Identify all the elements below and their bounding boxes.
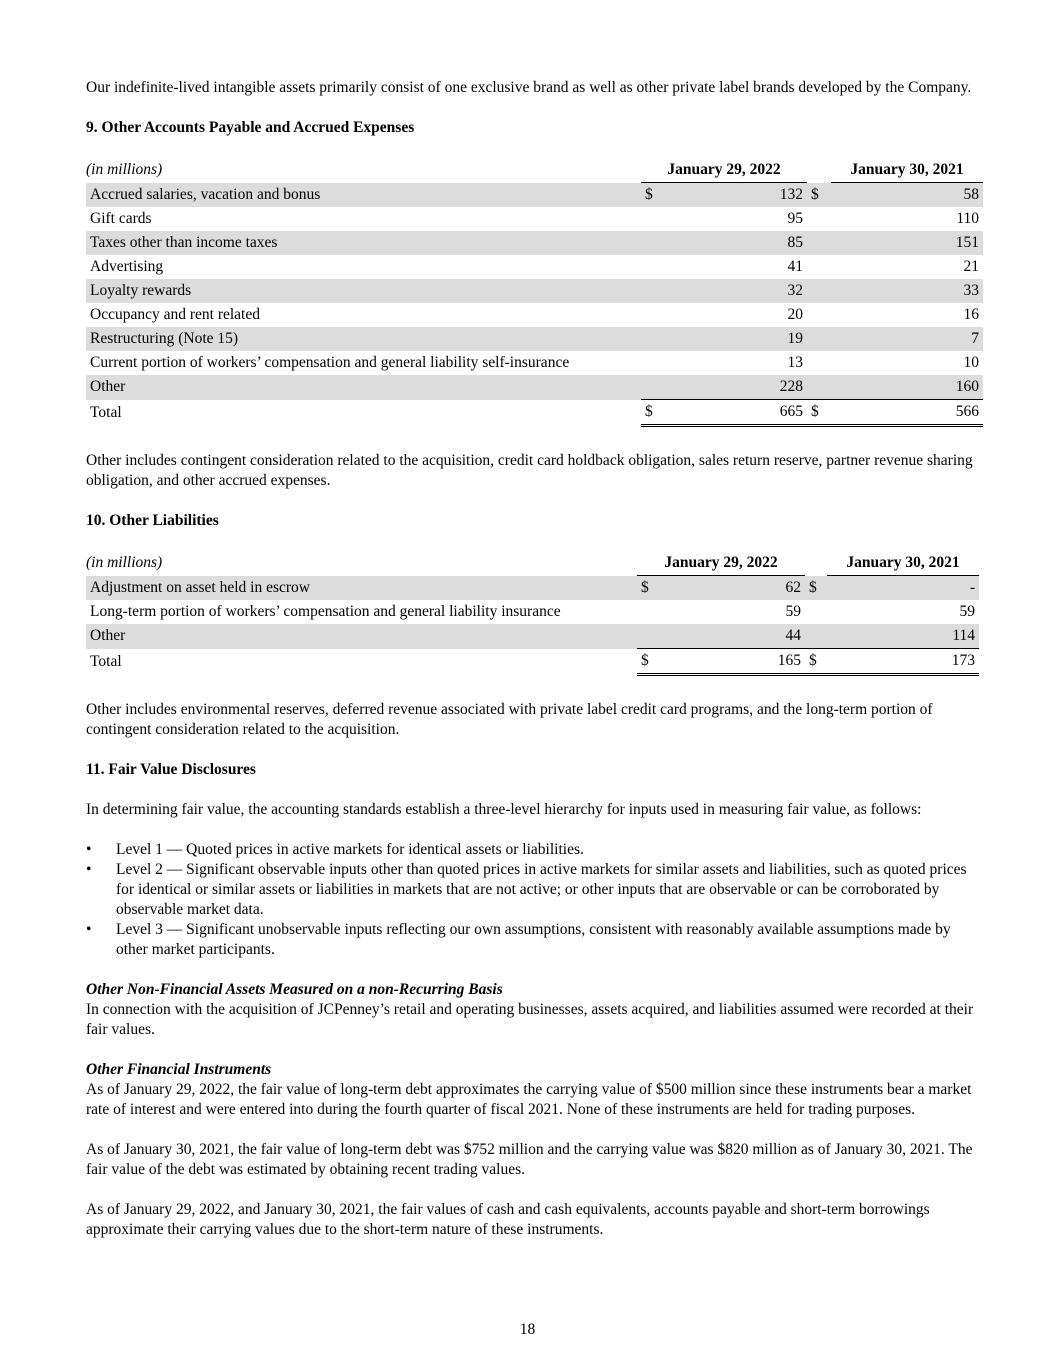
value-2021: - — [827, 576, 979, 601]
value-2021: 33 — [831, 279, 983, 303]
currency-symbol — [641, 375, 661, 400]
list-item: • Level 1 — Quoted prices in active markets for identical assets or liabilities. — [86, 841, 584, 858]
section-11-heading: 11. Fair Value Disclosures — [86, 761, 256, 778]
fair-value-intro: In determining fair value, the accounting standards establish a three-level hierarchy for inputs used in measuring fair value, as follows: — [86, 801, 922, 818]
row-label: Total — [90, 652, 122, 670]
currency-symbol — [641, 207, 661, 231]
value-2022: 95 — [787, 210, 803, 227]
section-9-heading: 9. Other Accounts Payable and Accrued Expenses — [86, 119, 415, 136]
currency-symbol — [637, 600, 657, 624]
table-header-row — [86, 551, 979, 576]
table-row — [86, 183, 983, 208]
section-10-note: Other includes environmental reserves, deferred revenue associated with private label credit card programs, and the long-term portion of contingent consideration related to the acquisition. — [86, 701, 933, 738]
value-2022: 665 — [661, 400, 807, 426]
total-row — [86, 649, 979, 675]
value-2021: 21 — [963, 258, 979, 275]
intangible-assets-paragraph: Our indefinite-lived intangible assets primarily consist of one exclusive brand as well as other private label brands developed by the Company. — [86, 79, 972, 96]
column-header-2022: January 29, 2022 — [641, 158, 807, 183]
currency-symbol — [807, 207, 831, 231]
row-label: Loyalty rewards — [86, 279, 641, 303]
financial-instruments-text-2: As of January 30, 2021, the fair value of long-term debt was $752 million and the carrying value was $820 million as of January 30, 2021. The fair value of the debt was estimated by obtaining recent trading values. — [86, 1141, 973, 1178]
column-header-2022: January 29, 2022 — [637, 551, 805, 576]
currency-symbol — [807, 231, 831, 255]
units-label: (in millions) — [86, 161, 163, 179]
currency-symbol — [641, 327, 661, 351]
value-2022: 20 — [787, 306, 803, 323]
currency-symbol: $ — [641, 183, 661, 208]
value-2022: 59 — [785, 603, 801, 620]
row-label: Occupancy and rent related — [90, 306, 260, 323]
accrued-expenses-rows — [86, 183, 983, 426]
currency-symbol — [637, 624, 657, 649]
value-2022: 62 — [657, 576, 805, 601]
value-2021: 7 — [831, 327, 983, 351]
value-2021: 58 — [831, 183, 983, 208]
bullet-icon: • — [86, 841, 92, 858]
currency-symbol — [641, 231, 661, 255]
currency-symbol — [807, 375, 831, 400]
table-row — [86, 207, 983, 231]
value-2021: 173 — [827, 649, 979, 675]
value-2021: 59 — [959, 603, 975, 620]
value-2022: 32 — [661, 279, 807, 303]
row-label: Adjustment on asset held in escrow — [86, 576, 637, 601]
currency-symbol: $ — [807, 183, 831, 208]
currency-symbol — [807, 351, 831, 375]
currency-symbol — [807, 255, 831, 279]
currency-symbol: $ — [805, 649, 827, 675]
value-2022: 19 — [661, 327, 807, 351]
value-2022: 13 — [787, 354, 803, 371]
column-header-2021: January 30, 2021 — [827, 551, 979, 576]
list-item: • Level 3 — Significant unobservable inputs reflecting our own assumptions, consistent with reasonably available assumptions made by other market participants. — [86, 921, 951, 958]
value-2022: 44 — [657, 624, 805, 649]
table-header-row — [86, 158, 983, 183]
row-label: Restructuring (Note 15) — [86, 327, 641, 351]
row-label: Total — [90, 403, 122, 421]
currency-symbol — [807, 279, 831, 303]
table-row — [86, 303, 983, 327]
financial-instruments-text-1: As of January 29, 2022, the fair value of long-term debt approximates the carrying value of $500 million since these instruments bear a market rate of interest and were entered into during the fourth quarter of fiscal 2021. None of these instruments are held for trading purposes. — [86, 1081, 972, 1118]
page-number: 18 — [519, 1321, 536, 1338]
value-2022: 41 — [787, 258, 803, 275]
fair-value-levels-list — [86, 840, 979, 960]
value-2022: 228 — [661, 375, 807, 400]
table-row — [86, 327, 983, 351]
value-2022: 132 — [661, 183, 807, 208]
table-row — [86, 624, 979, 649]
row-label: Accrued salaries, vacation and bonus — [86, 183, 641, 208]
financial-instruments-subheading: Other Financial Instruments — [86, 1061, 272, 1078]
total-row — [86, 400, 983, 426]
row-label: Taxes other than income taxes — [86, 231, 641, 255]
table-row — [86, 375, 983, 400]
non-financial-assets-text: In connection with the acquisition of JCPenney’s retail and operating businesses, assets acquired, and liabilities assumed were recorded at their fair values. — [86, 1001, 974, 1038]
table-row — [86, 255, 983, 279]
row-label: Other — [86, 375, 641, 400]
currency-symbol: $ — [637, 649, 657, 675]
table-row — [86, 600, 979, 624]
column-header-2021: January 30, 2021 — [831, 158, 983, 183]
other-liabilities-rows — [86, 576, 979, 675]
units-label: (in millions) — [86, 554, 163, 572]
section-9-note: Other includes contingent consideration related to the acquisition, credit card holdback obligation, sales return reserve, partner revenue sharing obligation, and other accrued expenses. — [86, 452, 973, 489]
row-label: Gift cards — [90, 210, 152, 227]
table-row — [86, 351, 983, 375]
value-2021: 566 — [831, 400, 983, 426]
currency-symbol — [641, 279, 661, 303]
currency-symbol — [805, 600, 827, 624]
other-liabilities-table — [86, 551, 979, 676]
value-2022: 165 — [657, 649, 805, 675]
accrued-expenses-table — [86, 158, 983, 427]
value-2022: 85 — [661, 231, 807, 255]
currency-symbol — [807, 327, 831, 351]
document-page — [86, 78, 979, 1260]
value-2021: 151 — [831, 231, 983, 255]
row-label: Long-term portion of workers’ compensation and general liability insurance — [90, 603, 561, 620]
value-2021: 16 — [963, 306, 979, 323]
bullet-icon: • — [86, 921, 92, 938]
row-label: Advertising — [90, 258, 164, 275]
value-2021: 110 — [956, 210, 979, 227]
currency-symbol: $ — [641, 400, 661, 426]
currency-symbol: $ — [805, 576, 827, 601]
currency-symbol: $ — [807, 400, 831, 426]
currency-symbol — [805, 624, 827, 649]
table-row — [86, 576, 979, 601]
currency-symbol — [807, 303, 831, 327]
financial-instruments-text-3: As of January 29, 2022, and January 30, 2021, the fair values of cash and cash equivalents, accounts payable and short-term borrowings approximate their carrying values due to the short-term nature of these instruments. — [86, 1201, 930, 1238]
value-2021: 160 — [831, 375, 983, 400]
value-2021: 10 — [963, 354, 979, 371]
currency-symbol — [641, 303, 661, 327]
bullet-icon: • — [86, 861, 92, 878]
currency-symbol: $ — [637, 576, 657, 601]
table-row — [86, 279, 983, 303]
non-financial-assets-subheading: Other Non-Financial Assets Measured on a non-Recurring Basis — [86, 981, 503, 998]
value-2021: 114 — [827, 624, 979, 649]
row-label: Current portion of workers’ compensation and general liability self-insurance — [90, 354, 570, 371]
list-item: • Level 2 — Significant observable inputs other than quoted prices in active markets for similar assets and liabilities, such as quoted prices for identical or similar assets or liabilities in markets that are not active; or other inputs that are observable or can be corroborated by observable market data. — [86, 861, 967, 918]
table-row — [86, 231, 983, 255]
currency-symbol — [641, 255, 661, 279]
row-label: Other — [86, 624, 637, 649]
section-10-heading: 10. Other Liabilities — [86, 512, 219, 529]
currency-symbol — [641, 351, 661, 375]
